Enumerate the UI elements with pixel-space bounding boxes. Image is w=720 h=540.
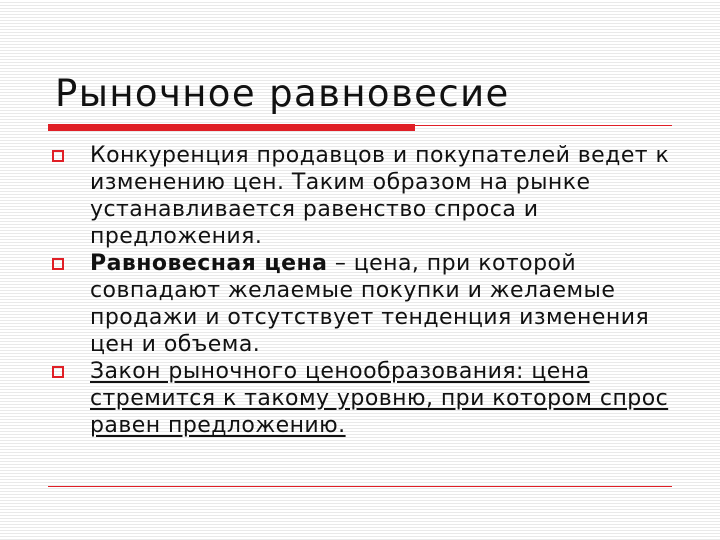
title-accent-bar [48, 124, 415, 131]
bullet-text-equilibrium-price: – цена, при которой совпадают желаемые покупки и желаемые продажи и отсутствует тенденция изменения цен и объема. [90, 251, 650, 357]
bullet-item-competition [52, 142, 692, 250]
bullet-item-equilibrium-price [52, 250, 692, 358]
bullet-text-pricing-law: Закон рыночного ценообразования: цена стремится к такому уровню, при котором спрос равен предложению. [90, 359, 669, 438]
bottom-divider-line [48, 486, 672, 487]
hollow-square-bullet-icon [52, 258, 64, 270]
bullet-item-pricing-law [52, 358, 692, 439]
bullet-text-competition: Конкуренция продавцов и покупателей ведет к изменению цен. Таким образом на рынке устанавливается равенство спроса и предложения. [90, 143, 670, 249]
hollow-square-bullet-icon [52, 366, 64, 378]
bullet-list [52, 142, 692, 439]
slide-title: Рыночное равновесие [55, 72, 510, 115]
bullet-term-equilibrium-price: Равновесная цена [90, 251, 328, 276]
hollow-square-bullet-icon [52, 150, 64, 162]
